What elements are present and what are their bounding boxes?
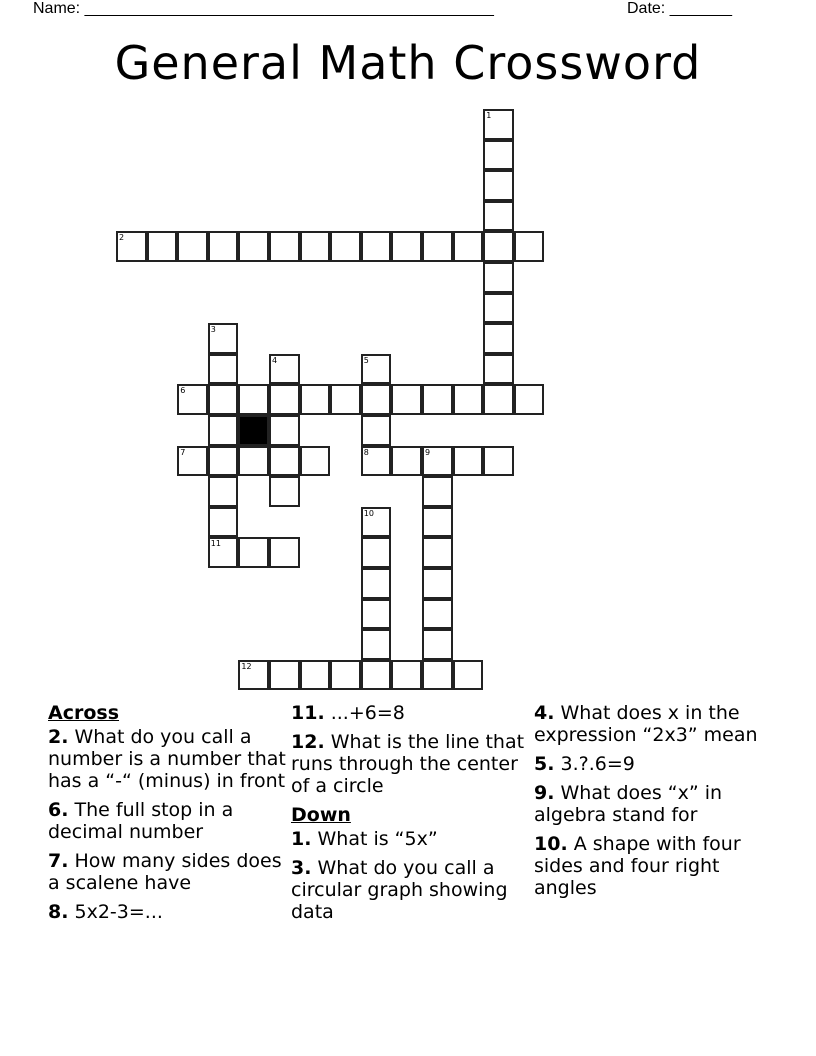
grid-cell[interactable] (453, 660, 484, 691)
clue-across-7: 7. How many sides does a scalene have (48, 850, 282, 894)
grid-cell[interactable] (483, 170, 514, 201)
grid-cell[interactable] (147, 231, 178, 262)
grid-cell[interactable] (514, 384, 545, 415)
grid-cell[interactable] (208, 415, 239, 446)
grid-cell[interactable] (453, 446, 484, 477)
grid-cell[interactable] (300, 446, 331, 477)
grid-cell[interactable] (361, 231, 392, 262)
clue-number: 2 (119, 233, 125, 243)
grid-cell[interactable] (361, 507, 392, 538)
grid-cell[interactable] (238, 660, 269, 691)
grid-cell[interactable] (361, 354, 392, 385)
grid-cell[interactable] (208, 537, 239, 568)
clue-down-5: 5. 3.?.6=9 (534, 753, 635, 775)
grid-cell[interactable] (361, 660, 392, 691)
grid-cell[interactable] (269, 446, 300, 477)
grid-cell[interactable] (483, 384, 514, 415)
grid-cell[interactable] (208, 507, 239, 538)
grid-cell[interactable] (361, 568, 392, 599)
grid-cell[interactable] (422, 629, 453, 660)
clue-down-4: 4. What does x in the expression “2x3” mean (534, 702, 758, 746)
grid-cell[interactable] (361, 629, 392, 660)
clues-column-2 (291, 702, 531, 930)
clues-column-3 (534, 702, 774, 906)
grid-cell[interactable] (208, 384, 239, 415)
clues-column-1 (48, 702, 288, 930)
grid-cell[interactable] (453, 384, 484, 415)
clue-down-1: 1. What is “5x” (291, 828, 438, 850)
down-heading: Down (291, 804, 351, 826)
grid-cell[interactable] (208, 231, 239, 262)
grid-cell[interactable] (483, 231, 514, 262)
grid-cell[interactable] (361, 599, 392, 630)
grid-cell[interactable] (391, 660, 422, 691)
grid-cell[interactable] (422, 660, 453, 691)
clue-number: 5 (363, 355, 369, 365)
grid-cell[interactable] (208, 323, 239, 354)
clue-number: 12 (241, 661, 252, 671)
grid-cell[interactable] (422, 507, 453, 538)
grid-cell[interactable] (238, 231, 269, 262)
across-heading: Across (48, 702, 120, 724)
grid-cell[interactable] (361, 537, 392, 568)
date-field[interactable]: Date: _______ (627, 0, 732, 17)
grid-cell[interactable] (269, 660, 300, 691)
clue-number: 3 (210, 325, 216, 335)
grid-cell[interactable] (483, 354, 514, 385)
grid-cell[interactable] (422, 446, 453, 477)
grid-cell[interactable] (269, 476, 300, 507)
clue-across-11: 11. ...+6=8 (291, 702, 405, 724)
grid-cell[interactable] (483, 446, 514, 477)
page-title: General Math Crossword (114, 36, 702, 90)
grid-cell[interactable] (269, 354, 300, 385)
grid-cell[interactable] (116, 231, 147, 262)
clue-across-12: 12. What is the line that runs through the center of a circle (291, 731, 525, 797)
grid-cell[interactable] (483, 140, 514, 171)
grid-cell[interactable] (391, 231, 422, 262)
grid-cell[interactable] (177, 384, 208, 415)
clue-number: 4 (272, 355, 278, 365)
name-field[interactable]: Name: ______________________________________________ (33, 0, 494, 17)
grid-cell[interactable] (422, 476, 453, 507)
grid-cell[interactable] (269, 231, 300, 262)
grid-cell[interactable] (422, 599, 453, 630)
clue-number: 7 (180, 447, 186, 457)
grid-cell[interactable] (422, 231, 453, 262)
grid-cell[interactable] (391, 446, 422, 477)
grid-cell[interactable] (422, 384, 453, 415)
grid-cell[interactable] (177, 446, 208, 477)
clue-down-3: 3. What do you call a circular graph showing data (291, 857, 508, 923)
grid-cell[interactable] (300, 384, 331, 415)
grid-cell[interactable] (330, 231, 361, 262)
grid-cell[interactable] (453, 231, 484, 262)
grid-cell[interactable] (483, 293, 514, 324)
clue-number: 11 (210, 539, 221, 549)
clue-number: 8 (363, 447, 369, 457)
clue-number: 9 (425, 447, 431, 457)
grid-cell[interactable] (483, 201, 514, 232)
clue-across-2: 2. What do you call a number is a number that has a “-“ (minus) in front (48, 726, 286, 792)
clue-down-9: 9. What does “x” in algebra stand for (534, 782, 723, 826)
grid-cell[interactable] (208, 446, 239, 477)
clue-number: 6 (180, 386, 186, 396)
grid-cell[interactable] (238, 384, 269, 415)
clue-across-6: 6. The full stop in a decimal number (48, 799, 234, 843)
grid-cell[interactable] (177, 231, 208, 262)
grid-cell[interactable] (269, 537, 300, 568)
grid-cell[interactable] (361, 384, 392, 415)
grid-cell[interactable] (300, 660, 331, 691)
grid-cell[interactable] (483, 323, 514, 354)
grid-cell[interactable] (422, 568, 453, 599)
grid-cell[interactable] (514, 231, 545, 262)
grid-cell[interactable] (208, 354, 239, 385)
grid-cell[interactable] (269, 415, 300, 446)
clue-number: 10 (363, 508, 374, 518)
black-cell (238, 415, 269, 446)
grid-cell[interactable] (391, 384, 422, 415)
grid-cell[interactable] (483, 262, 514, 293)
grid-cell[interactable] (208, 476, 239, 507)
clue-across-8: 8. 5x2-3=... (48, 901, 163, 923)
grid-cell[interactable] (361, 415, 392, 446)
grid-cell[interactable] (238, 446, 269, 477)
grid-cell[interactable] (269, 384, 300, 415)
grid-cell[interactable] (483, 109, 514, 140)
grid-cell[interactable] (361, 446, 392, 477)
clue-number: 1 (486, 111, 492, 120)
clue-down-10: 10. A shape with four sides and four right angles (534, 833, 741, 899)
grid-cell[interactable] (238, 537, 269, 568)
grid-cell[interactable] (300, 231, 331, 262)
grid-cell[interactable] (330, 660, 361, 691)
grid-cell[interactable] (422, 537, 453, 568)
grid-cell[interactable] (330, 384, 361, 415)
